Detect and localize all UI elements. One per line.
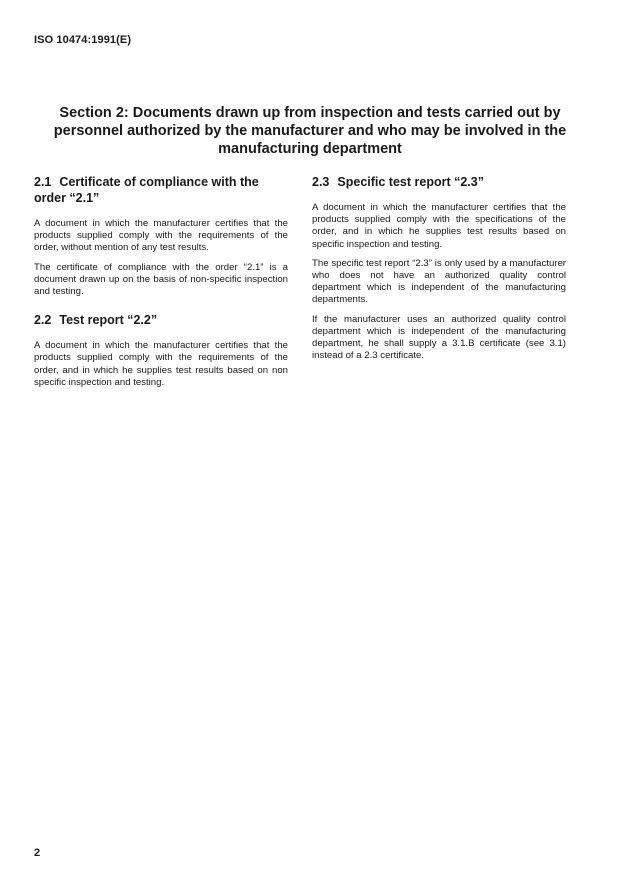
paragraph-2-3-a: A document in which the manufacturer certifies that the products supplied comply with the specifications of the order, and in which he supplies test results based on specific inspection and testing. (312, 202, 566, 250)
heading-2-2 (34, 312, 288, 328)
left-column (34, 174, 288, 396)
section-title-line-3: manufacturing department (218, 141, 402, 157)
page-number: 2 (34, 847, 41, 859)
heading-2-3 (312, 174, 566, 190)
section-title-line-2: personnel authorized by the manufacturer and who may be involved in the (53, 123, 567, 139)
heading-2-3-title: Specific test report “2.3” (337, 175, 484, 189)
section-title-line-1: Section 2: Documents drawn up from inspection and tests carried out by (59, 105, 561, 121)
heading-2-1 (34, 174, 288, 206)
paragraph-2-1-a: A document in which the manufacturer certifies that the products supplied comply with the requirements of the order, without mention of any test results. (34, 218, 288, 254)
paragraph-2-3-b: The specific test report “2.3” is only used by a manufacturer who does not have an authorized quality control department which is independent of the manufacturing departments. (312, 257, 566, 306)
right-column (312, 174, 566, 369)
heading-2-1-number: 2.1 (34, 175, 52, 189)
heading-2-3-number: 2.3 (312, 175, 330, 189)
heading-2-2-number: 2.2 (34, 313, 52, 328)
paragraph-2-2-a: A document in which the manufacturer certifies that the products supplied comply with the requirements of the order, and in which he supplies test results based on non specific inspection and testing. (34, 340, 288, 388)
document-id-header: ISO 10474:1991(E) (34, 34, 132, 46)
paragraph-2-1-b: The certificate of compliance with the order “2.1” is a document drawn up on the basis of non-specific inspection and testing. (34, 261, 288, 298)
paragraph-2-3-c: If the manufacturer uses an authorized quality control department which is independent of the manufacturing department, he shall supply a 3.1.B certificate (see 3.1) instead of a 2.3 certificate. (312, 313, 566, 362)
section-title (30, 104, 590, 158)
heading-2-2-title: Test report “2.2” (59, 313, 158, 328)
heading-2-1-title: Certificate of compliance with the order “2.1” (34, 175, 259, 205)
